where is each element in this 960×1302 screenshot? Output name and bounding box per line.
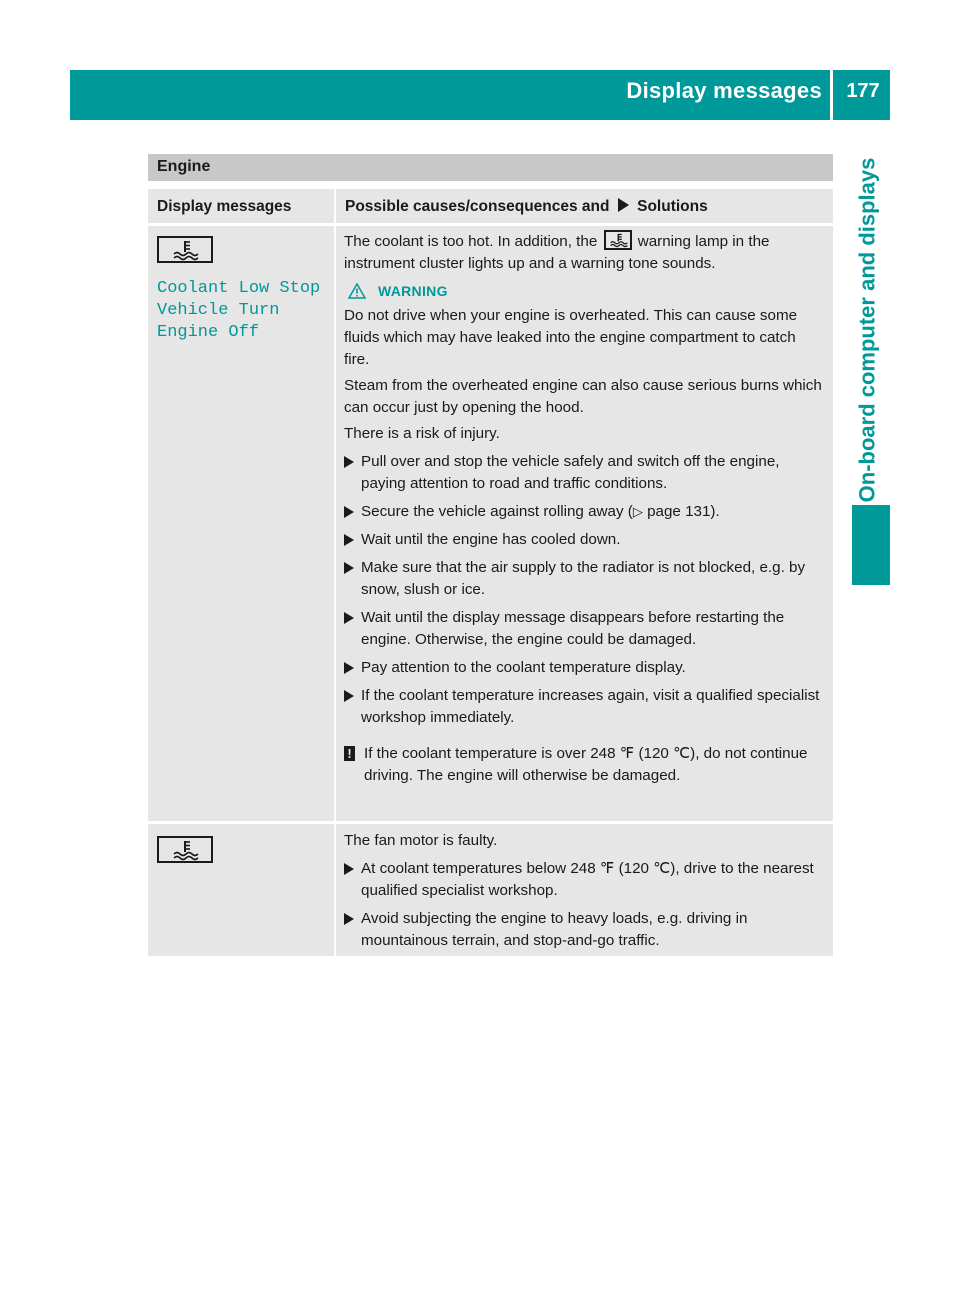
instruction-step — [344, 607, 825, 651]
note-text: If the coolant temperature is over 248 ℉ (120 ℃), do not continue driving. The engine will otherwise be damaged. — [364, 745, 808, 784]
exclamation-icon: ! — [344, 746, 355, 761]
intro-part-a: The coolant is too hot. In addition, the — [344, 233, 598, 250]
step-text: Avoid subjecting the engine to heavy loads, e.g. driving in mountainous terrain, and stop-and-go traffic. — [361, 910, 748, 949]
step-arrow-icon — [344, 863, 354, 875]
intro-text: The fan motor is faulty. — [344, 832, 498, 849]
display-message-text — [157, 278, 325, 344]
instruction-step — [344, 685, 825, 729]
coolant-temperature-icon — [604, 230, 632, 250]
display-message-cell — [148, 824, 334, 956]
side-chapter-marker — [852, 505, 890, 585]
display-messages-table — [148, 189, 833, 959]
table-row — [148, 226, 833, 821]
page-header-title: Display messages — [626, 78, 822, 103]
arrow-icon — [618, 198, 629, 212]
instruction-step — [344, 557, 825, 601]
message-line: Vehicle Turn — [157, 301, 280, 320]
step-text — [361, 501, 720, 523]
warning-label: WARNING — [378, 283, 448, 299]
step-text: Make sure that the air supply to the radiator is not blocked, e.g. by snow, slush or ice. — [361, 559, 806, 598]
page-number: 177 — [846, 80, 880, 102]
column-header-causes: Possible causes/consequences and — [345, 198, 610, 215]
warning-heading — [344, 283, 825, 299]
section-header — [148, 154, 833, 181]
step-arrow-icon — [344, 534, 354, 546]
coolant-temperature-icon — [157, 236, 213, 263]
step-text: Wait until the engine has cooled down. — [361, 531, 621, 548]
page-ref-marker: ▷ — [632, 504, 643, 519]
table-header-row — [148, 189, 833, 223]
intro-text — [344, 230, 825, 275]
step-arrow-icon — [344, 562, 354, 574]
section-title: Engine — [157, 158, 211, 175]
warning-paragraph: Steam from the overheated engine can also cause serious burns which can occur just by opening the hood. — [344, 377, 822, 416]
header-divider — [830, 70, 833, 120]
damage-note — [344, 743, 825, 787]
intro-part-b: warning lamp in the instrument cluster lights up and a warning tone sounds. — [344, 233, 770, 272]
step-arrow-icon — [344, 690, 354, 702]
display-message-cell — [148, 226, 334, 821]
causes-solutions-cell — [336, 226, 833, 821]
instruction-step — [344, 501, 825, 523]
coolant-temperature-icon — [157, 836, 213, 863]
warning-paragraph: Do not drive when your engine is overheated. This can cause some fluids which may have leaked into the engine compartment to catch fire. — [344, 307, 798, 368]
warning-triangle-icon — [348, 283, 366, 299]
table-row — [148, 824, 833, 956]
step-text: Pay attention to the coolant temperature display. — [361, 659, 686, 676]
step-arrow-icon — [344, 913, 354, 925]
step-arrow-icon — [344, 612, 354, 624]
message-line: Coolant Low Stop — [157, 279, 321, 298]
step-text-part: Secure the vehicle against rolling away ( — [361, 503, 633, 520]
page-reference-link[interactable]: page 131). — [647, 503, 720, 520]
column-header-solutions: Solutions — [637, 198, 708, 215]
warning-paragraph: There is a risk of injury. — [344, 425, 500, 442]
instruction-step — [344, 451, 825, 495]
instruction-step — [344, 858, 825, 902]
instruction-step — [344, 529, 825, 551]
message-line: Engine Off — [157, 323, 260, 342]
step-text: Pull over and stop the vehicle safely and switch off the engine, paying attention to road and traffic conditions. — [361, 453, 780, 492]
instruction-step — [344, 657, 825, 679]
side-chapter-title: On-board computer and displays — [854, 157, 880, 503]
step-arrow-icon — [344, 662, 354, 674]
column-header-display-messages: Display messages — [148, 189, 334, 223]
causes-solutions-cell — [336, 824, 833, 956]
instruction-step — [344, 908, 825, 952]
side-chapter-tab — [845, 157, 890, 503]
step-text: At coolant temperatures below 248 ℉ (120 ℃), drive to the nearest qualified specialist workshop. — [361, 860, 814, 899]
step-arrow-icon — [344, 456, 354, 468]
column-header-causes-solutions — [336, 189, 833, 223]
step-arrow-icon — [344, 506, 354, 518]
step-text: If the coolant temperature increases again, visit a qualified specialist workshop immediately. — [361, 687, 820, 726]
page-header — [70, 70, 890, 120]
step-text: Wait until the display message disappears before restarting the engine. Otherwise, the engine could be damaged. — [361, 609, 785, 648]
